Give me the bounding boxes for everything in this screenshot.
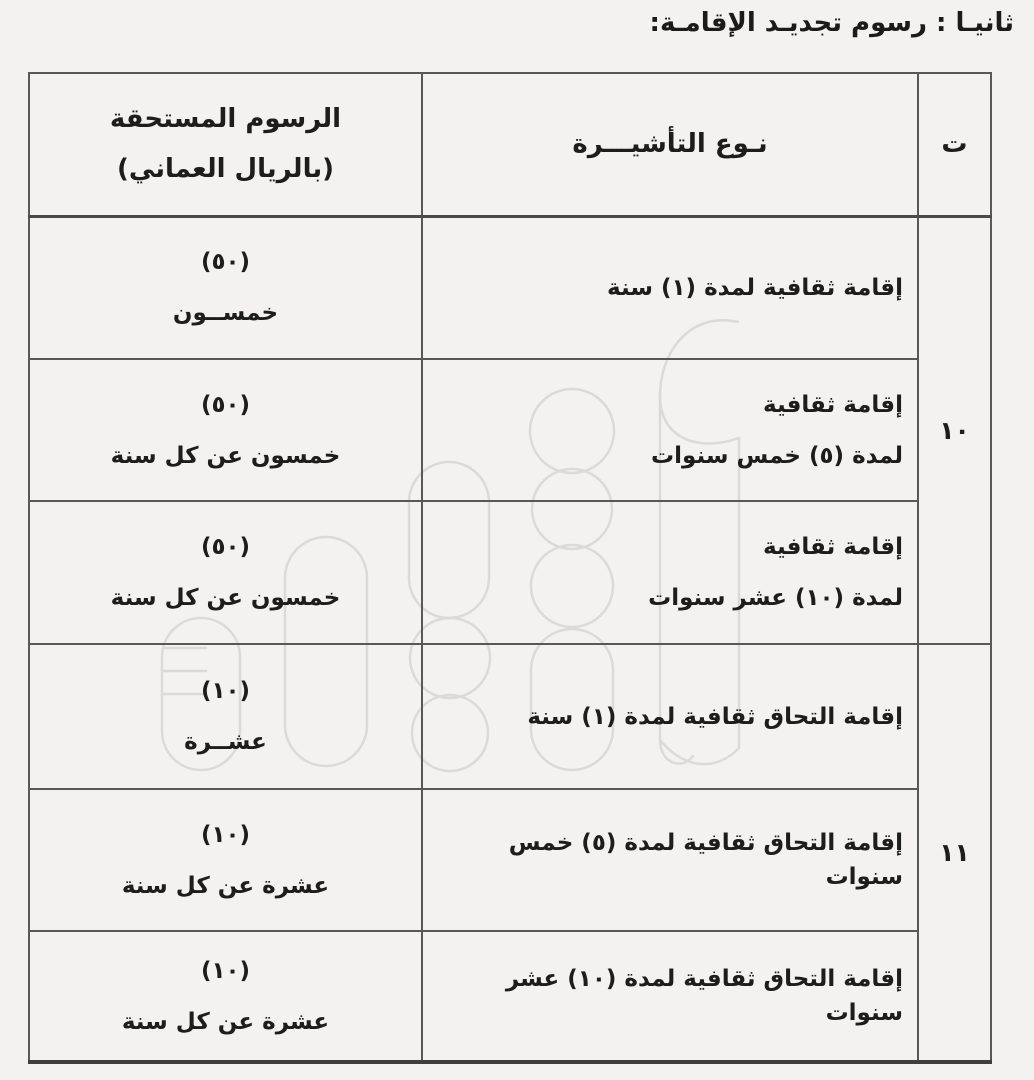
fee-amount: (٥٠) (200, 391, 251, 418)
fee-amount: (٥٠) (200, 249, 251, 276)
table-row (29, 644, 991, 789)
fee-amount: (١٠) (200, 821, 251, 848)
header-visa-type: نـوع التأشيـــرة (422, 73, 918, 216)
page-title: ثانيـا : رسوم تجديـد الإقامـة: (649, 8, 1014, 38)
visa-type-cell (422, 359, 918, 501)
table-row (29, 501, 991, 644)
table-header-row (29, 73, 991, 216)
fee-words: عشــرة (184, 729, 267, 755)
fee-words: خمسون عن كل سنة (110, 585, 341, 611)
visa-type-text: لمدة (٥) خمس سنوات (651, 442, 903, 469)
fee-cell (29, 216, 422, 359)
table-row (29, 931, 991, 1062)
serial-cell-group-11: ١١ (918, 644, 991, 1062)
fee-words: خمسون عن كل سنة (110, 442, 341, 469)
visa-type-text: إقامة التحاق ثقافية لمدة (١) سنة (527, 703, 903, 730)
fee-amount: (١٠) (200, 678, 251, 704)
header-fees (29, 73, 422, 216)
header-fees-line1: الرسوم المستحقة (109, 104, 342, 135)
fee-amount: (١٠) (200, 957, 251, 984)
fee-words: عشرة عن كل سنة (121, 872, 330, 899)
fee-cell (29, 789, 422, 931)
fee-amount: (٥٠) (200, 534, 251, 560)
visa-type-text: إقامة ثقافية لمدة (١) سنة (607, 274, 903, 301)
visa-type-text: إقامة التحاق ثقافية لمدة (٥) خمس سنوات (508, 830, 903, 890)
visa-type-cell (422, 789, 918, 931)
header-fees-line2: (بالريال العماني) (117, 154, 334, 185)
fee-words: عشرة عن كل سنة (121, 1008, 330, 1035)
serial-cell-group-10: ١٠ (918, 216, 991, 644)
visa-type-cell (422, 501, 918, 644)
visa-type-cell (422, 644, 918, 789)
fee-words: خمســون (172, 300, 279, 327)
visa-type-text: إقامة ثقافية (763, 534, 903, 560)
fee-cell (29, 501, 422, 644)
fee-cell (29, 931, 422, 1062)
visa-type-text: لمدة (١٠) عشر سنوات (648, 585, 903, 611)
residence-renewal-fees-table (28, 72, 992, 1064)
visa-type-cell (422, 216, 918, 359)
table-row (29, 216, 991, 359)
header-serial: ت (918, 73, 991, 216)
visa-type-text: إقامة ثقافية (763, 391, 903, 418)
visa-type-text: إقامة التحاق ثقافية لمدة (١٠) عشر سنوات (505, 966, 903, 1026)
visa-type-cell (422, 931, 918, 1062)
fee-cell (29, 359, 422, 501)
fee-cell (29, 644, 422, 789)
table-row (29, 359, 991, 501)
table-row (29, 789, 991, 931)
